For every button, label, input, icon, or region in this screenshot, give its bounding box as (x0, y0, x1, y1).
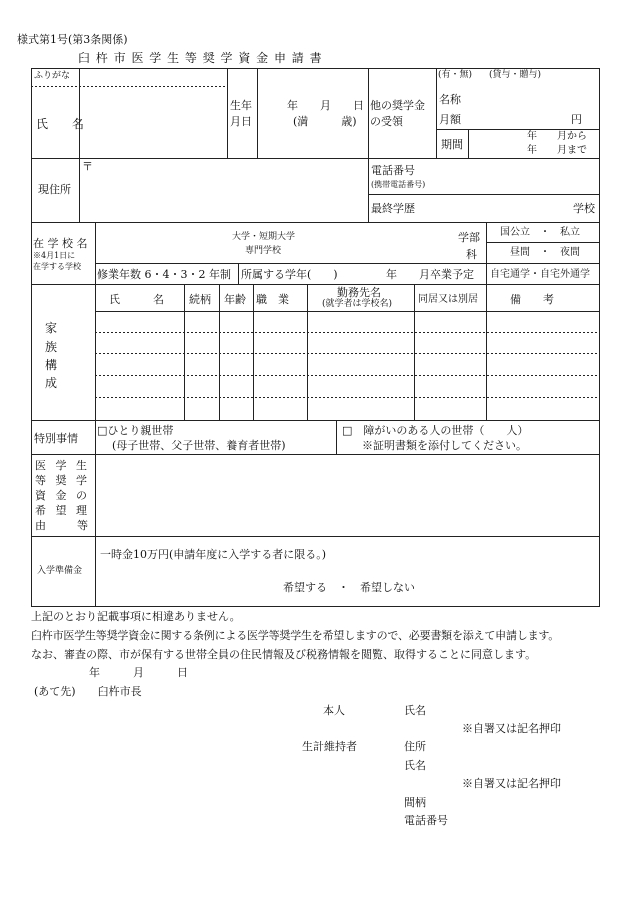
department-label: 科 (466, 248, 477, 261)
col-workplace-note: (就学者は学校名) (322, 299, 393, 309)
scholarship-options-2: (貸与・贈与) (489, 70, 542, 80)
period-label: 期間 (441, 138, 463, 151)
guardian-address-label: 住所 (404, 740, 426, 753)
address-label: 現住所 (38, 183, 71, 196)
birth-label-1: 生年 (230, 99, 252, 112)
education-label: 最終学歴 (371, 202, 415, 215)
col-workplace-header: 勤務先名 (337, 286, 381, 299)
single-parent-note: (母子世帯、父子世帯、養育者世帯) (112, 439, 286, 452)
school-type-1: 大学・短期大学 (232, 232, 296, 242)
self-label: 本人 (323, 704, 345, 717)
col-living-header: 同居又は別居 (418, 294, 478, 305)
ownership-options: 国公立 ・ 私立 (500, 227, 580, 238)
declaration-line-2: 臼杵市医学生等奨学資金に関する条例による医学等奨学生を希望しますので、必要書類を添えて申請します。 (31, 629, 560, 642)
birth-age: (満 歳) (293, 115, 357, 128)
declaration-line-1: 上記のとおり記載事項に相違ありません。 (31, 610, 241, 623)
grade-field: 所属する学年( ) (241, 268, 338, 281)
education-unit: 学校 (573, 202, 595, 215)
period-from: 年 月から (527, 131, 587, 142)
scholarship-name-label: 名称 (439, 93, 461, 106)
birth-ymd: 年 月 日 (287, 99, 364, 112)
prep-choice[interactable]: 希望する ・ 希望しない (283, 581, 415, 594)
form-number: 様式第1号(第3条関係) (17, 33, 128, 46)
reason-label-5: 由 等 (35, 519, 91, 532)
reason-label-1: 医 学 生 (35, 459, 90, 472)
addressee: (あて先) 臼杵市長 (34, 685, 142, 698)
disability-checkbox[interactable]: □ 障がいのある人の世帯（ 人） (342, 424, 529, 437)
faculty-label: 学部 (458, 231, 480, 244)
special-label: 特別事情 (34, 432, 78, 445)
declaration-date: 年 月 日 (89, 666, 188, 679)
name-label: 氏 名 (36, 117, 94, 131)
scholarship-options-1: (有・無) (438, 70, 473, 80)
other-scholarship-label-2: の受領 (370, 115, 403, 128)
prep-text: 一時金10万円(申請年度に入学する者に限る。) (100, 548, 327, 561)
school-type-2: 専門学校 (245, 246, 282, 256)
time-options: 昼間 ・ 夜間 (510, 247, 580, 258)
birth-label-2: 月日 (230, 115, 252, 128)
school-label: 在 学 校 名 (33, 237, 88, 250)
col-relation-header: 続柄 (189, 293, 211, 306)
col-age-header: 年齢 (224, 293, 246, 306)
guardian-relation-label: 間柄 (404, 796, 426, 809)
period-to: 年 月まで (527, 145, 587, 156)
phone-label: 電話番号 (371, 164, 415, 177)
col-job-header: 職 業 (256, 293, 289, 306)
scholarship-amount-label: 月額 (439, 113, 461, 126)
other-scholarship-label-1: 他の奨学金 (370, 99, 425, 112)
family-label-2: 族 (45, 340, 58, 354)
postal-mark: 〒 (82, 160, 93, 173)
self-seal-note: ※自署又は記名押印 (462, 722, 561, 735)
family-label-1: 家 (45, 321, 58, 335)
col-remarks-header: 備 考 (510, 293, 554, 306)
school-note-2: 在学する学校 (33, 262, 81, 271)
scholarship-amount-unit: 円 (571, 113, 582, 126)
commute-options: 自宅通学・自宅外通学 (490, 269, 590, 280)
col-name-header: 氏 名 (109, 293, 164, 306)
furigana-label: ふりがな (34, 71, 71, 81)
family-label-3: 構 (45, 358, 58, 372)
graduation-field: 年 月卒業予定 (386, 268, 474, 281)
guardian-name-label: 氏名 (404, 759, 426, 772)
guardian-label: 生計維持者 (302, 740, 357, 753)
disability-note: ※証明書類を添付してください。 (362, 439, 527, 452)
guardian-phone-label: 電話番号 (404, 814, 448, 827)
guardian-seal-note: ※自署又は記名押印 (462, 777, 561, 790)
declaration-line-3: なお、審査の際、市が保有する世帯全員の住民情報及び税務情報を閲覧、取得することに同意します。 (31, 648, 537, 661)
single-parent-checkbox[interactable]: □ひとり親世帯 (97, 424, 174, 437)
phone-note: (携帯電話番号) (371, 180, 426, 189)
prep-label: 入学準備金 (37, 566, 83, 576)
school-note-1: ※4月1日に (33, 251, 76, 260)
self-name-label: 氏名 (404, 704, 426, 717)
reason-label-3: 資 金 の (35, 489, 90, 502)
reason-label-4: 希 望 理 (35, 504, 90, 517)
page-title: 臼 杵 市 医 学 生 等 奨 学 資 金 申 請 書 (78, 51, 323, 65)
reason-label-2: 等 奨 学 (35, 474, 90, 487)
study-years: 修業年数 6・4・3・2 年制 (97, 268, 231, 281)
family-label-4: 成 (45, 376, 58, 390)
